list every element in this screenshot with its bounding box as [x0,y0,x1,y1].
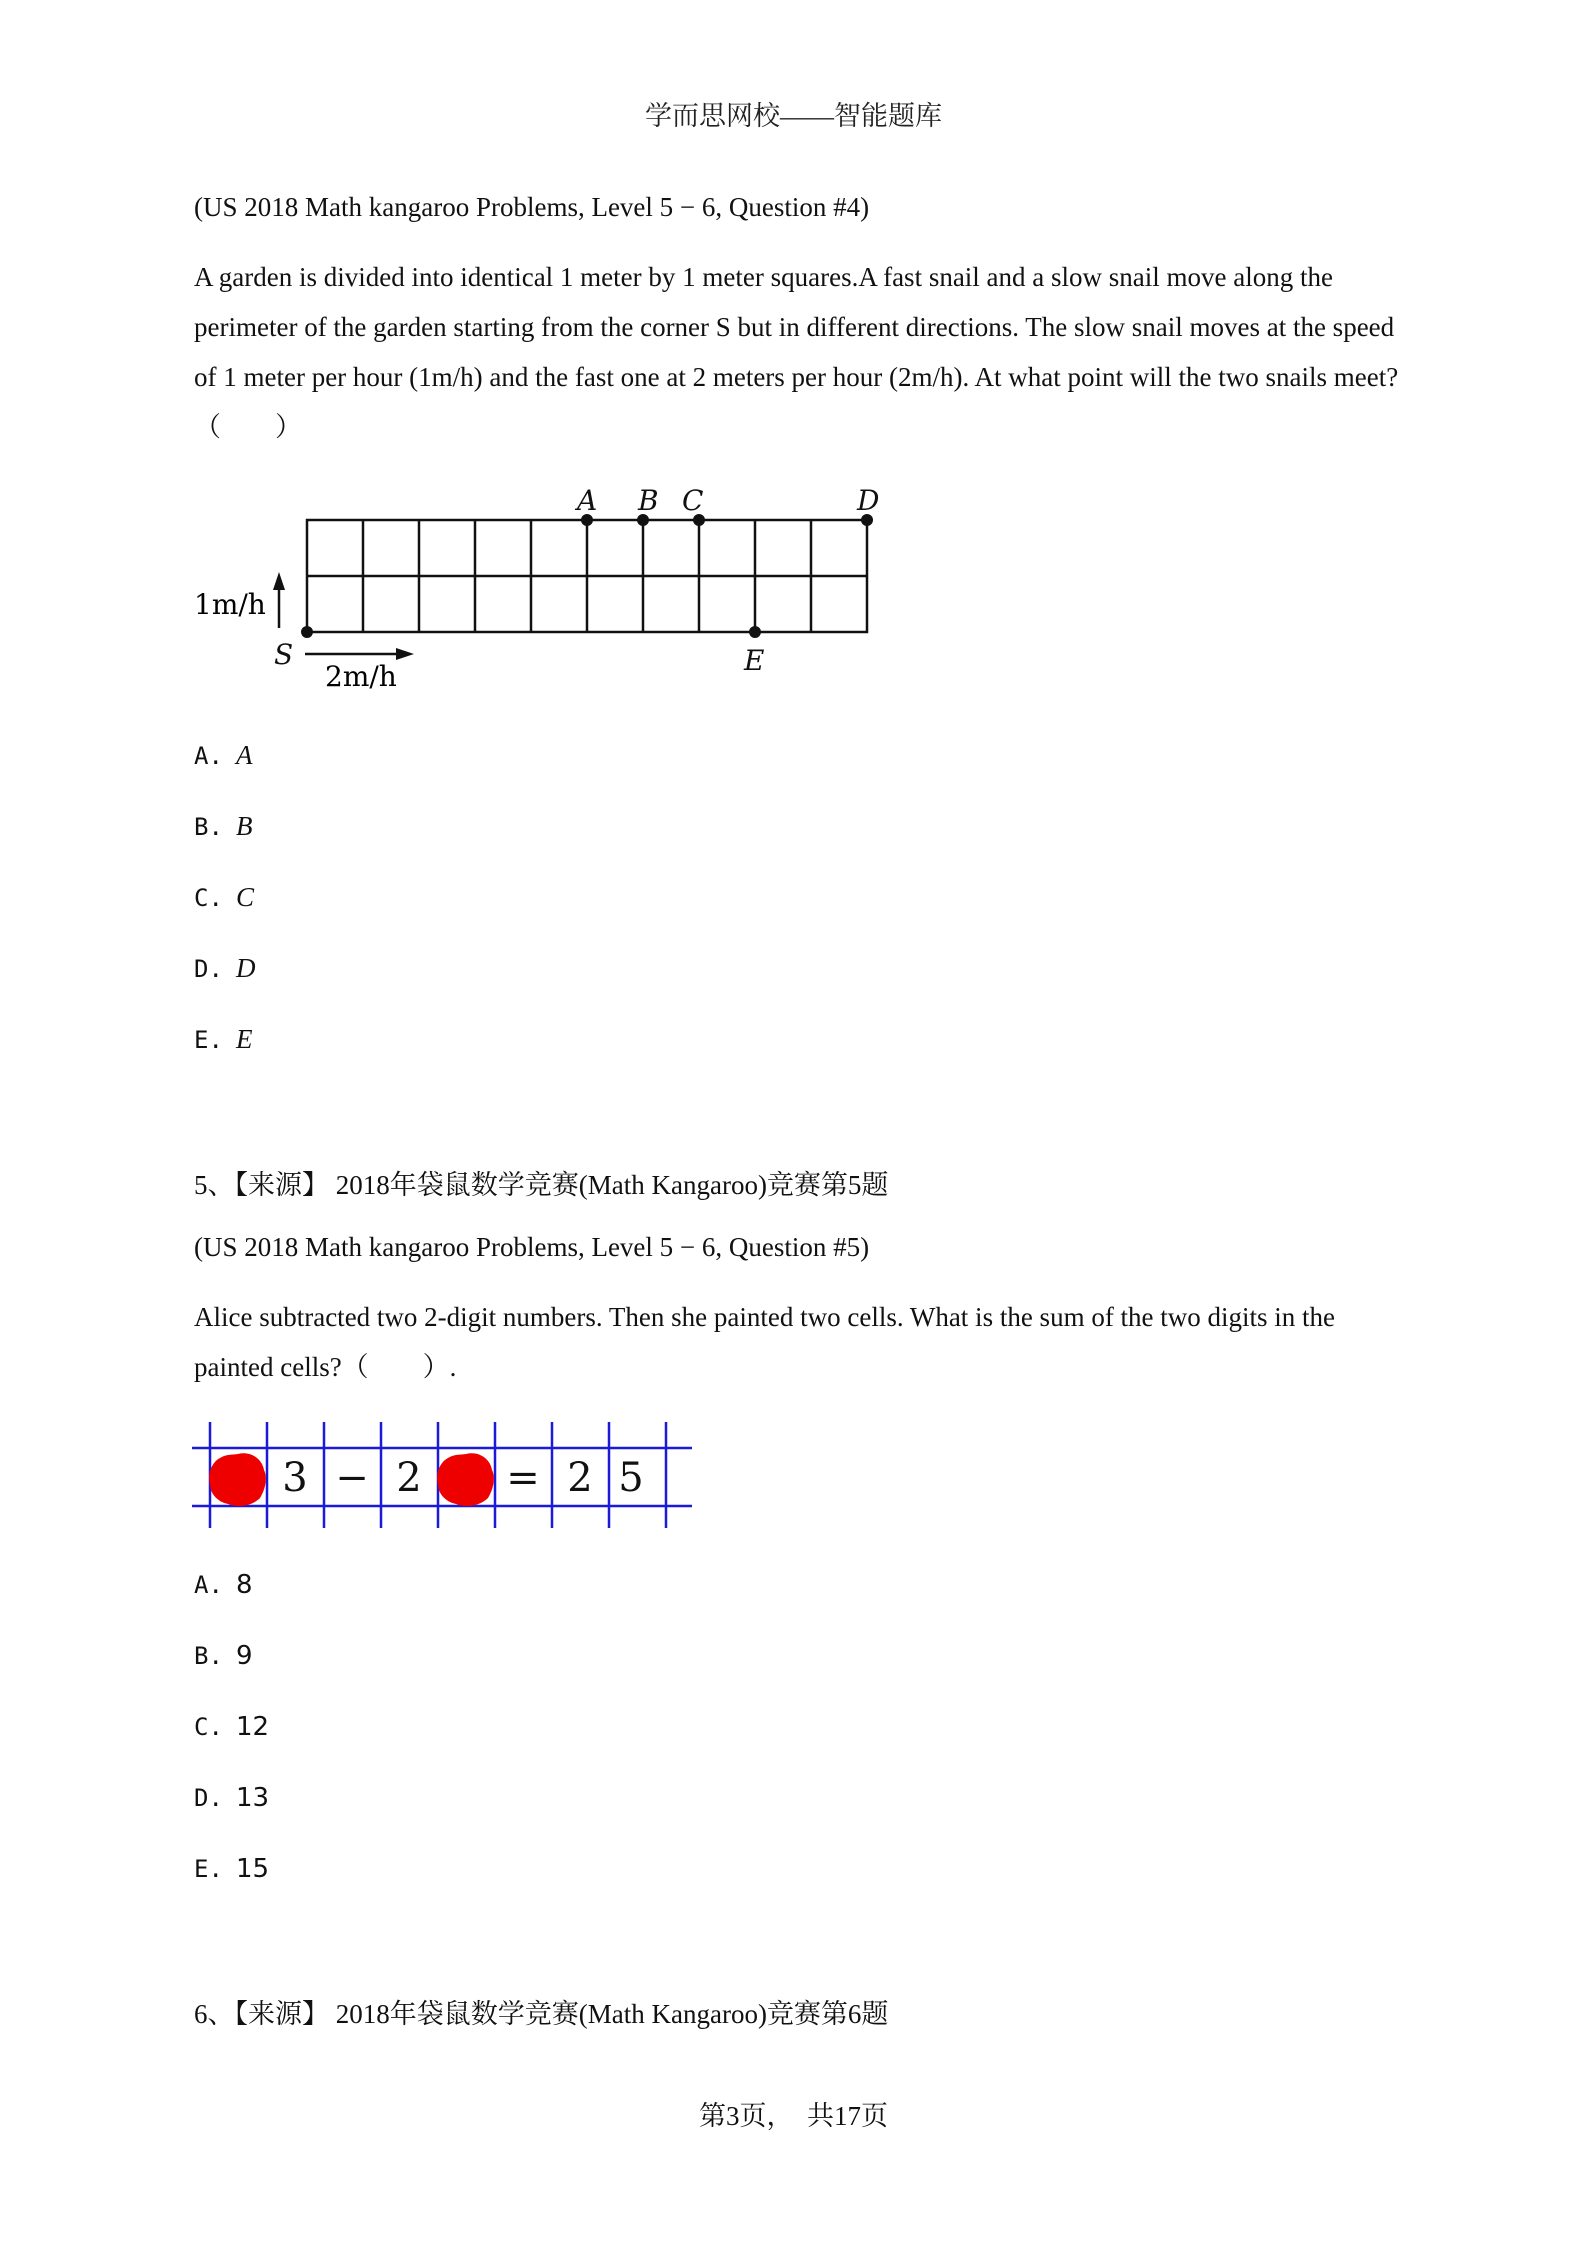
garden-grid [307,520,867,632]
q5-heading: 5、【来源】 2018年袋鼠数学竞赛(Math Kangaroo)竞赛第5题 [194,1170,889,1200]
fast-snail-arrow [305,648,414,660]
q5-question-text: Alice subtracted two 2-digit numbers. Then she painted two cells. What is the sum of the two digits in the painted cells?（ ）. [194,1302,1336,1382]
label-s: S [274,638,294,671]
label-e: E [744,644,765,677]
point-s [301,626,313,638]
point-e [749,626,761,638]
q4-question-text: A garden is divided into identical 1 meter by 1 meter squares.A fast snail and a slow snail move along the perimeter of the garden starting from the corner S but in different directions. The slow snail moves at the speed of 1 meter per hour (1m/h) and the fast one at 2 meters per hour (2m/h). At what point will the two snails meet?（ ） [194,262,1399,442]
q4-option-b[interactable] [194,811,253,842]
option-letter: C. [194,884,223,912]
option-letter: D. [194,1784,223,1812]
option-letter: E. [194,1855,223,1883]
option-value: 12 [236,1712,270,1742]
slow-speed-label: 1m/h [194,588,266,621]
cell-digit: 5 [618,1455,644,1501]
option-letter: B. [194,813,223,841]
label-a: A [577,484,598,517]
option-value: 15 [236,1854,270,1884]
q4-option-a[interactable] [194,740,253,771]
page-footer: 第3页， 共17页 [699,2101,888,2131]
q5-option-d[interactable] [194,1782,269,1813]
option-value: D [236,953,256,983]
point-labels [274,484,879,677]
q4-source-line: (US 2018 Math kangaroo Problems, Level 5 − 6, Question #4) [194,192,870,222]
painted-cell-2 [437,1453,494,1506]
q6-heading: 6、【来源】 2018年袋鼠数学竞赛(Math Kangaroo)竞赛第6题 [194,1999,889,2029]
painted-cell-1 [209,1453,266,1506]
q4-option-e[interactable] [194,1024,253,1055]
option-letter: A. [194,742,223,770]
q5-option-e[interactable] [194,1853,269,1884]
option-letter: E. [194,1026,223,1054]
q4-garden-figure [190,478,910,698]
cell-digit: 3 [282,1455,308,1501]
option-value: E [236,1024,253,1054]
cell-digit: 2 [567,1455,593,1501]
q5-subtraction-figure [190,1418,700,1530]
option-value: 9 [236,1641,253,1671]
option-value: C [236,882,255,912]
q5-source-line: (US 2018 Math kangaroo Problems, Level 5 − 6, Question #5) [194,1232,870,1262]
q4-option-d[interactable] [194,953,256,984]
q5-option-a[interactable] [194,1569,253,1600]
option-letter: C. [194,1713,223,1741]
cell-equals: = [506,1455,540,1501]
slow-snail-arrow [273,572,285,628]
option-letter: B. [194,1642,223,1670]
q4-option-c[interactable] [194,882,254,913]
option-letter: A. [194,1571,223,1599]
label-c: C [682,484,704,517]
cell-minus: − [335,1455,369,1501]
option-value: 8 [236,1570,253,1600]
option-value: 13 [236,1783,270,1813]
label-b: B [638,484,659,517]
cell-digit: 2 [396,1455,422,1501]
option-letter: D. [194,955,223,983]
q5-option-c[interactable] [194,1711,269,1742]
option-value: B [236,811,253,841]
q5-option-b[interactable] [194,1640,253,1671]
fast-speed-label: 2m/h [325,660,397,693]
page-header: 学而思网校——智能题库 [645,101,942,131]
option-value: A [236,740,253,770]
label-d: D [857,484,880,517]
